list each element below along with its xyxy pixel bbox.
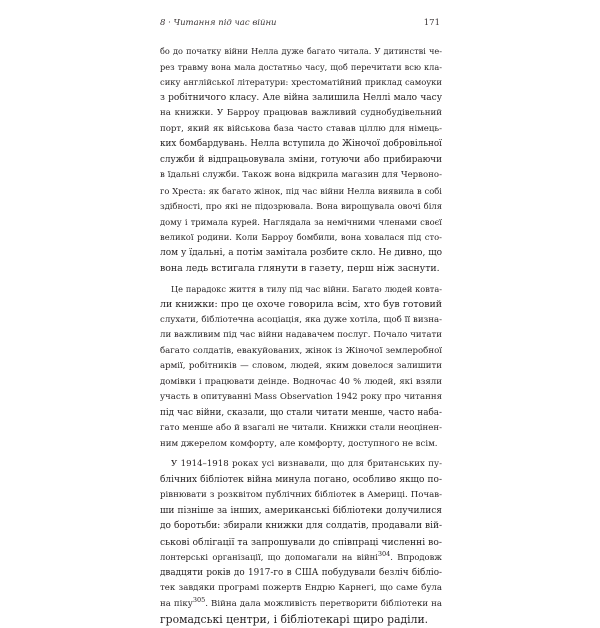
text-line: го Хреста: як багато жінок, під час війни Нелла виявила в собі bbox=[160, 185, 442, 196]
text-line: домівки і працювати деінде. Водночас 40 % людей, які взяли bbox=[160, 376, 442, 387]
chapter-title: 8 · Читання під час війни bbox=[160, 18, 277, 28]
text-line: порт, який як військова база часто ставав ціллю для німець- bbox=[160, 123, 442, 134]
text-fragment: . Впродовж bbox=[390, 552, 442, 562]
text-line: ли книжки: про це охоче говорила всім, хто був готовий bbox=[160, 299, 442, 310]
text-line: до боротьби: збирали книжки для солдатів, продавали вій- bbox=[160, 521, 442, 531]
text-line: рівнювати з розквітом публічних бібліотек в Америці. Почав- bbox=[160, 490, 442, 500]
paragraph-1 bbox=[160, 44, 442, 277]
text-line: лом у їдальні, а потім замітала розбите скло. Не дивно, що bbox=[160, 247, 442, 258]
text-line bbox=[160, 597, 442, 613]
text-line: Це парадокс життя в тилу під час війни. Багато людей ковта- bbox=[171, 283, 442, 294]
text-line: на книжки. У Барроу працював важливий суднобудівельний bbox=[160, 108, 442, 118]
running-head bbox=[160, 18, 440, 30]
text-line: вона ледь встигала глянути в газету, перш ніж заснути. bbox=[160, 263, 440, 274]
text-line: здібності, про які не підозрювала. Вона вирощувала овочі біля bbox=[160, 201, 442, 211]
text-line: блічних бібліотек війна минула погано, особливо якщо по- bbox=[160, 474, 442, 485]
text-line: гато менше або й взагалі не читали. Книжки стали неоцінен- bbox=[160, 423, 442, 433]
paragraph-3 bbox=[160, 457, 442, 628]
text-line: тек завдяки програмі пожертв Ендрю Карнегі, що саме була bbox=[160, 583, 442, 593]
text-line: участь в опитуванні Mass Observation 1942 року про читання bbox=[160, 392, 442, 402]
text-line: ши пізніше за інших, американські бібліотеки долучилися bbox=[160, 505, 442, 516]
page-number: 171 bbox=[423, 18, 440, 28]
text-line: багато солдатів, евакуйованих, жінок із Жіночої землеробної bbox=[160, 345, 442, 356]
text-line: сику англійської літератури: хрестоматійний приклад самоуки bbox=[160, 77, 442, 87]
text-line: бо до початку війни Нелла дуже багато читала. У дитинстві че- bbox=[160, 46, 442, 56]
text-line: ли важливим під час війни надавачем послуг. Почало читати bbox=[160, 330, 442, 340]
text-fragment: . Війна дала можливість перетворити бібліотеки на bbox=[205, 598, 442, 609]
text-line: армії, робітників — словом, людей, яким довелося залишити bbox=[160, 361, 442, 371]
text-line bbox=[160, 550, 442, 566]
text-line: рез травму вона мала достатньо часу, щоб перечитати всю кла- bbox=[160, 61, 442, 72]
text-line: ним джерелом комфорту, але комфорту, доступного не всім. bbox=[160, 438, 438, 449]
text-line: ких бомбардувань. Нелла вступила до Жіночої добровільної bbox=[160, 139, 442, 149]
text-line: служби й відпрацьовувала зміни, готуючи або прибираючи bbox=[160, 154, 442, 165]
text-line: слухати, бібліотечна асоціація, яка дуже хотіла, щоб її визна- bbox=[160, 314, 442, 325]
footnote-marker: 305 bbox=[192, 595, 206, 604]
text-line: громадські центри, і бібліотекарі щиро раділи. bbox=[160, 613, 429, 626]
footnote-marker: 304 bbox=[377, 550, 391, 558]
paragraph-2 bbox=[160, 282, 442, 453]
body-text bbox=[160, 44, 442, 628]
text-line: ськові облігації та запрошували до співпраці численні во- bbox=[160, 536, 442, 548]
text-line: в їдальні служби. Також вона відкрила магазин для Червоно- bbox=[160, 170, 442, 180]
text-line: з робітничого класу. Але війна залишила Неллі мало часу bbox=[160, 92, 442, 103]
text-fragment: на піку bbox=[160, 598, 193, 609]
text-line: під час війни, сказали, що стали читати менше, часто наба- bbox=[160, 407, 442, 418]
text-line: двадцяти років до 1917-го в США побудували безліч бібліо- bbox=[160, 567, 442, 578]
text-fragment: лонтерські організації, що допомагали на війні bbox=[160, 552, 378, 562]
text-line: У 1914–1918 роках усі визнавали, що для британських пу- bbox=[171, 459, 442, 469]
text-line: великої родини. Коли Барроу бомбили, вона ховалася під сто- bbox=[160, 232, 442, 242]
text-line: дому і тримала курей. Наглядала за немічними членами своєї bbox=[160, 216, 442, 227]
